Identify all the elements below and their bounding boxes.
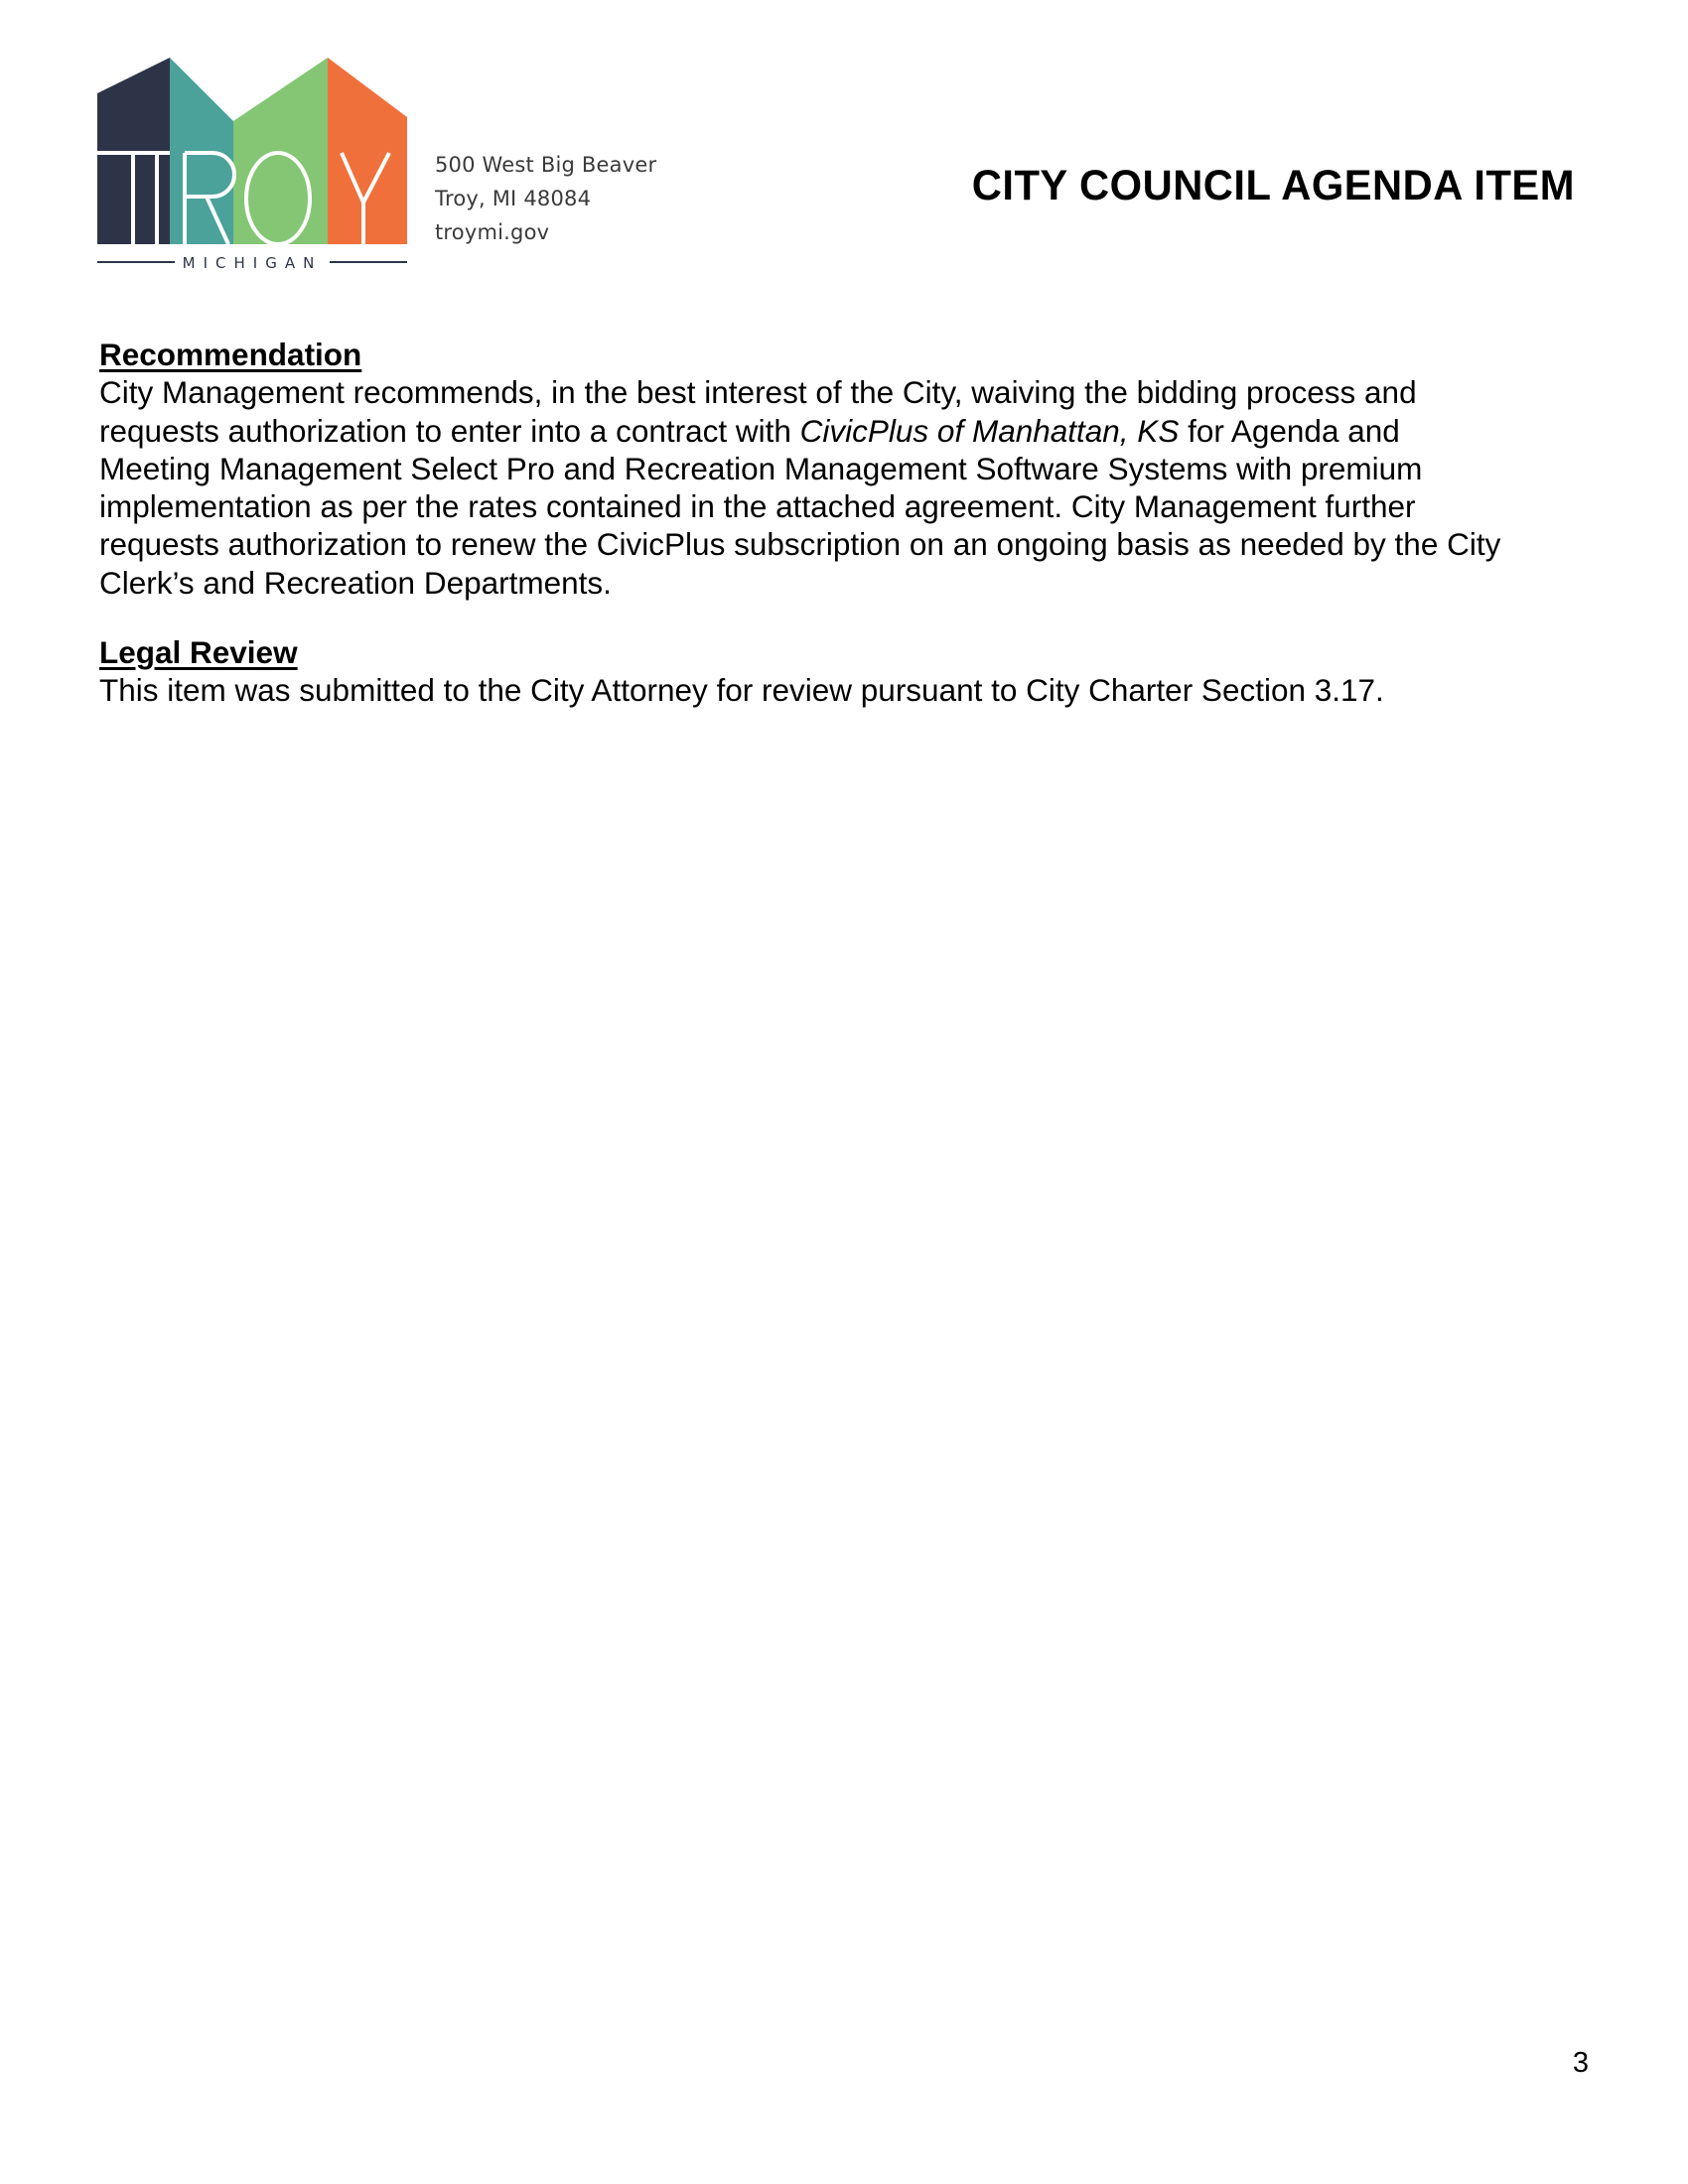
recommendation-paragraph	[99, 373, 1589, 602]
recommendation-heading: Recommendation	[99, 337, 362, 372]
troy-michigan-logo	[97, 58, 407, 270]
address-street: 500 West Big Beaver	[435, 153, 657, 177]
paragraph-line: City Management recommends, in the best interest of the City, waiving the bidding process and	[99, 374, 1417, 411]
paragraph-text: for Agenda and	[1179, 412, 1400, 449]
paragraph-line: Clerk’s and Recreation Departments.	[99, 564, 612, 601]
vendor-name: CivicPlus of Manhattan, KS	[799, 412, 1180, 449]
legal-review-heading: Legal Review	[99, 634, 298, 670]
address-city: Troy, MI 48084	[435, 187, 592, 210]
paragraph-line	[99, 412, 1589, 450]
paragraph-line: Meeting Management Select Pro and Recreation Management Software Systems with premium	[99, 450, 1423, 486]
legal-review-paragraph	[99, 671, 1589, 709]
logo-subtitle: MICHIGAN	[182, 254, 323, 270]
paragraph-line: This item was submitted to the City Attorney for review pursuant to City Charter Section 3.17.	[99, 672, 1384, 709]
page-number: 3	[1572, 2047, 1589, 2079]
paragraph-line: requests authorization to renew the CivicPlus subscription on an ongoing basis as needed by the City	[99, 526, 1501, 563]
website-link[interactable]: troymi.gov	[435, 220, 550, 244]
recommendation-section	[99, 336, 1589, 602]
paragraph-line: implementation as per the rates contained in the attached agreement. City Management further	[99, 488, 1416, 525]
legal-review-section	[99, 633, 1589, 710]
address-block	[435, 148, 656, 249]
document-title: CITY COUNCIL AGENDA ITEM	[971, 162, 1575, 209]
paragraph-text: requests authorization to enter into a contract with	[99, 412, 800, 449]
